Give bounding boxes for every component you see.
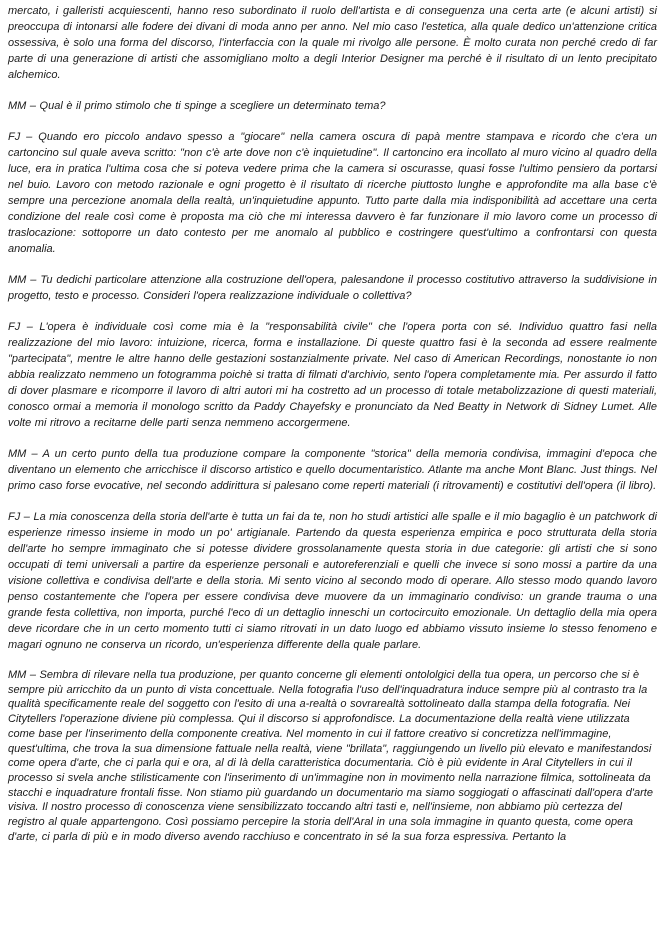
paragraph-mm: MM – A un certo punto della tua produzione compare la componente "storica" della memoria condivisa, immagini d'epoca che diventano un elemento che arricchisce il discorso artistico e quello documentaristico. Atlante ma anche Mont Blanc. Just things. Nel primo caso forse evocative, nel secondo addirittura si palesano come reperti materiali (i ritrovamenti) e costitutivi dell'opera (il libro). — [8, 448, 657, 492]
paragraph-fj: FJ – L'opera è individuale così come mia è la "responsabilità civile" che l'opera porta con sé. Individuo quattro fasi nella realizzazione del mio lavoro: intuizione, ricerca, forma e installazione. Di queste quattro fasi è la seconda ad essere realmente "partecipata", mentre le altre hanno delle gestazioni sostanzialmente private. Nel caso di American Recordings, nonostante io non abbia realizzato nemmeno un fotogramma poichè si tratta di filmati d'archivio, sento l'opera completamente mia. Per assurdo il fatto di dover plasmare e ricomporre il lavoro di altri autori mi ha costretto ad un processo di totale metabolizzazione di questi materiali, conosco ormai a memoria il monologo scritto da Paddy Chayefsky e pronunciato da Ned Beatty in Network di Sidney Lumet. Alle volte mi ritrovo a recitarne delle parti senza nemmeno accorgermene. — [8, 321, 657, 429]
paragraph-fj: FJ – La mia conoscenza della storia dell'arte è tutta un fai da te, non ho studi artistici alle spalle e il mio bagaglio è un patchwork di esperienze rimesso insieme in modo un po' artigianale. Partendo da questa esperienza empirica e poco strutturata della storia dell'arte ho sempre immaginato che si potesse dividere grossolanamente questa storia in due categorie: gli artisti che si sono occupati di temi universali a partire da esperienze personali e autoreferenziali e quelli che invece si sono mossi a partire da una visione collettiva e condivisa dell'arte e della storia. Mi sento vicino al secondo modo di operare. Allo stesso modo quando lavoro penso costantemente che l'opera per essere condivisa deve muovere da un immaginario condiviso: un grande trauma o una grande festa collettiva, non importa, purché l'eco di un dettaglio inneschi un cortocircuito emozionale. Un dettaglio della mia opera deve ricordare che in un certo momento tutti ci siamo ritrovati in un dato luogo ed abbiamo vissuto insieme lo stesso fenomeno e magari ognuno ne conserva un ricordo, un'esperienza differente della quale parlare. — [8, 511, 657, 651]
paragraph-fj: FJ – Quando ero piccolo andavo spesso a "giocare" nella camera oscura di papà mentre stampava e ricordo che c'era un cartoncino sul quale aveva scritto: "non c'è arte dove non c'è inquietudine". Il cartoncino era incollato al muro vicino al quadro della luce, era in pratica l'ultima cosa che si poteva vedere prima che la camera si oscurasse, quasi fosse l'ultimo pensiero da portarsi nel buio. Lavoro con metodo razionale e ogni progetto è il risultato di ricerche piuttosto lunghe e approfondite ma alla base c'è sempre una percezione anomala della realtà, un'inquietudine appunto. Tutto parte dalla mia indisponibilità ad accettare una certa condizione del reale così come è proposta ma ciò che mi interessa davvero è far funzionare il mio lavoro come un processo di traslocazione: sottoporre un dato contesto per me anomalo al pubblico e costringere quest'ultimo a confrontarsi con questa anomalia. — [8, 131, 657, 255]
paragraph: mercato, i galleristi acquiescenti, hanno reso subordinato il ruolo dell'artista e di conseguenza una certa arte (e alcuni artisti) si preoccupa di intonarsi alle fodere dei divani di moda anno per anno. Nel mio caso l'estetica, alla quale dedico un'attenzione critica ossessiva, è solo una forma del discorso, l'interfaccia con la quale mi rivolgo alle persone. È molto curata non perché credo di far parte di una generazione di artisti che assomigliano molto a degli Interior Designer ma perché è il risultato di un lento precipitato alchemico. — [8, 5, 657, 81]
interview-text — [8, 3, 657, 844]
paragraph-mm: MM – Sembra di rilevare nella tua produzione, per quanto concerne gli elementi ontololgici della tua opera, un percorso che si è sempre più arricchito da un punto di vista concettuale. Nella fotografia l'uso dell'inquadratura induce sempre più al contrasto tra la qualità specificamente reale del soggetto con l'esito di una a-realtà o sovrarealtà sottolineato dalla stampa della fotografia. Nei Citytellers l'operazione diviene più complessa. Qui il discorso si approfondisce. La documentazione della realtà viene utilizzata come base per l'inserimento della componente creativa. Nel momento in cui il fattore creativo si concretizza nell'immagine, quest'ultima, che trova la sua dimensione fattuale nella realtà, viene "brillata", raggiungendo un livello più elevato e manifestandosi come opera d'arte, che ci parla qui e ora, al di là della caratteristica documentaria. Ciò è più evidente in Aral Citytellers in cui il processo si svela anche stilisticamente con l'inserimento di un'immagine non in movimento nella narrazione filmica, sottolineata da stacchi e inquadrature frontali fisse. Non stiamo più guardando un documentario ma siamo soggiogati o affascinati dall'opera d'arte visiva. Il nostro processo di conoscenza viene sensibilizzato toccando altri tasti e, nell'insieme, non abbiamo più certezza del registro al quale appartengono. Così possiamo percepire la storia dell'Aral in una sola immagine in quanto questa, come opera d'arte, ci parla di più e in modo diverso avendo racchiuso e concentrato in sé la sua forza espressiva. Pertanto la — [8, 669, 653, 843]
paragraph-mm: MM – Tu dedichi particolare attenzione alla costruzione dell'opera, palesandone il processo costitutivo attraverso la suddivisione in progetto, testo e processo. Consideri l'opera realizzazione individuale o collettiva? — [8, 274, 657, 302]
paragraph-mm: MM – Qual è il primo stimolo che ti spinge a scegliere un determinato tema? — [8, 100, 386, 112]
